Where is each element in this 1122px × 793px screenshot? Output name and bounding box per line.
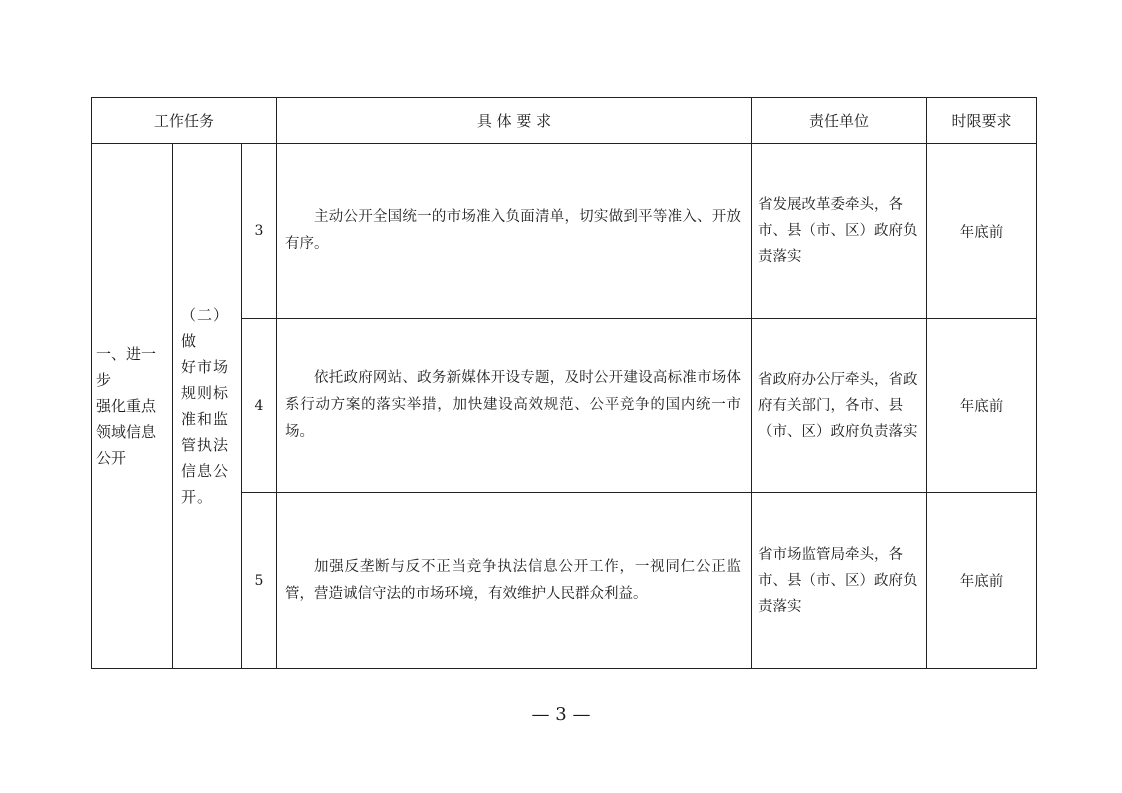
requirement-text: 依托政府网站、政务新媒体开设专题，及时公开建设高标准市场体系行动方案的落实举措，加快建设高效规范、公平竞争的国内统一市场。	[285, 370, 741, 440]
row-number: 5	[254, 572, 264, 589]
table-border-right	[1036, 97, 1037, 669]
header-task: 工作任务	[153, 112, 214, 130]
deadline: 年底前	[959, 574, 1004, 590]
header-unit: 责任单位	[808, 112, 869, 130]
requirement-text: 主动公开全国统一的市场准入负面清单，切实做到平等准入、开放有序。	[285, 209, 741, 252]
row-number: 3	[254, 223, 264, 239]
table-border-bottom	[91, 668, 1037, 669]
header-deadline: 时限要求	[951, 112, 1012, 130]
responsible-unit: 省政府办公厅牵头，省政府有关部门，各市、县（市、区）政府负责落实	[758, 371, 918, 440]
row-number: 4	[254, 397, 264, 414]
requirement-text: 加强反垄断与反不正当竞争执法信息公开工作，一视同仁公正监管，营造诚信守法的市场环境，有效维护人民群众利益。	[285, 558, 741, 602]
responsible-unit: 省市场监管局牵头，各市、县（市、区）政府负责落实	[758, 546, 918, 615]
header-requirement: 具 体 要 求	[476, 112, 552, 130]
deadline: 年底前	[959, 399, 1004, 415]
deadline: 年底前	[959, 224, 1004, 241]
category-level1: 一、进一步 强化重点 领域信息 公开	[96, 345, 157, 467]
page-number: — 3 —	[531, 704, 591, 725]
category-level2: （二）做 好市场 规则标 准和监 管执法 信息公 开。	[181, 306, 230, 506]
responsible-unit: 省发展改革委牵头，各市、县（市、区）政府负责落实	[758, 197, 918, 265]
